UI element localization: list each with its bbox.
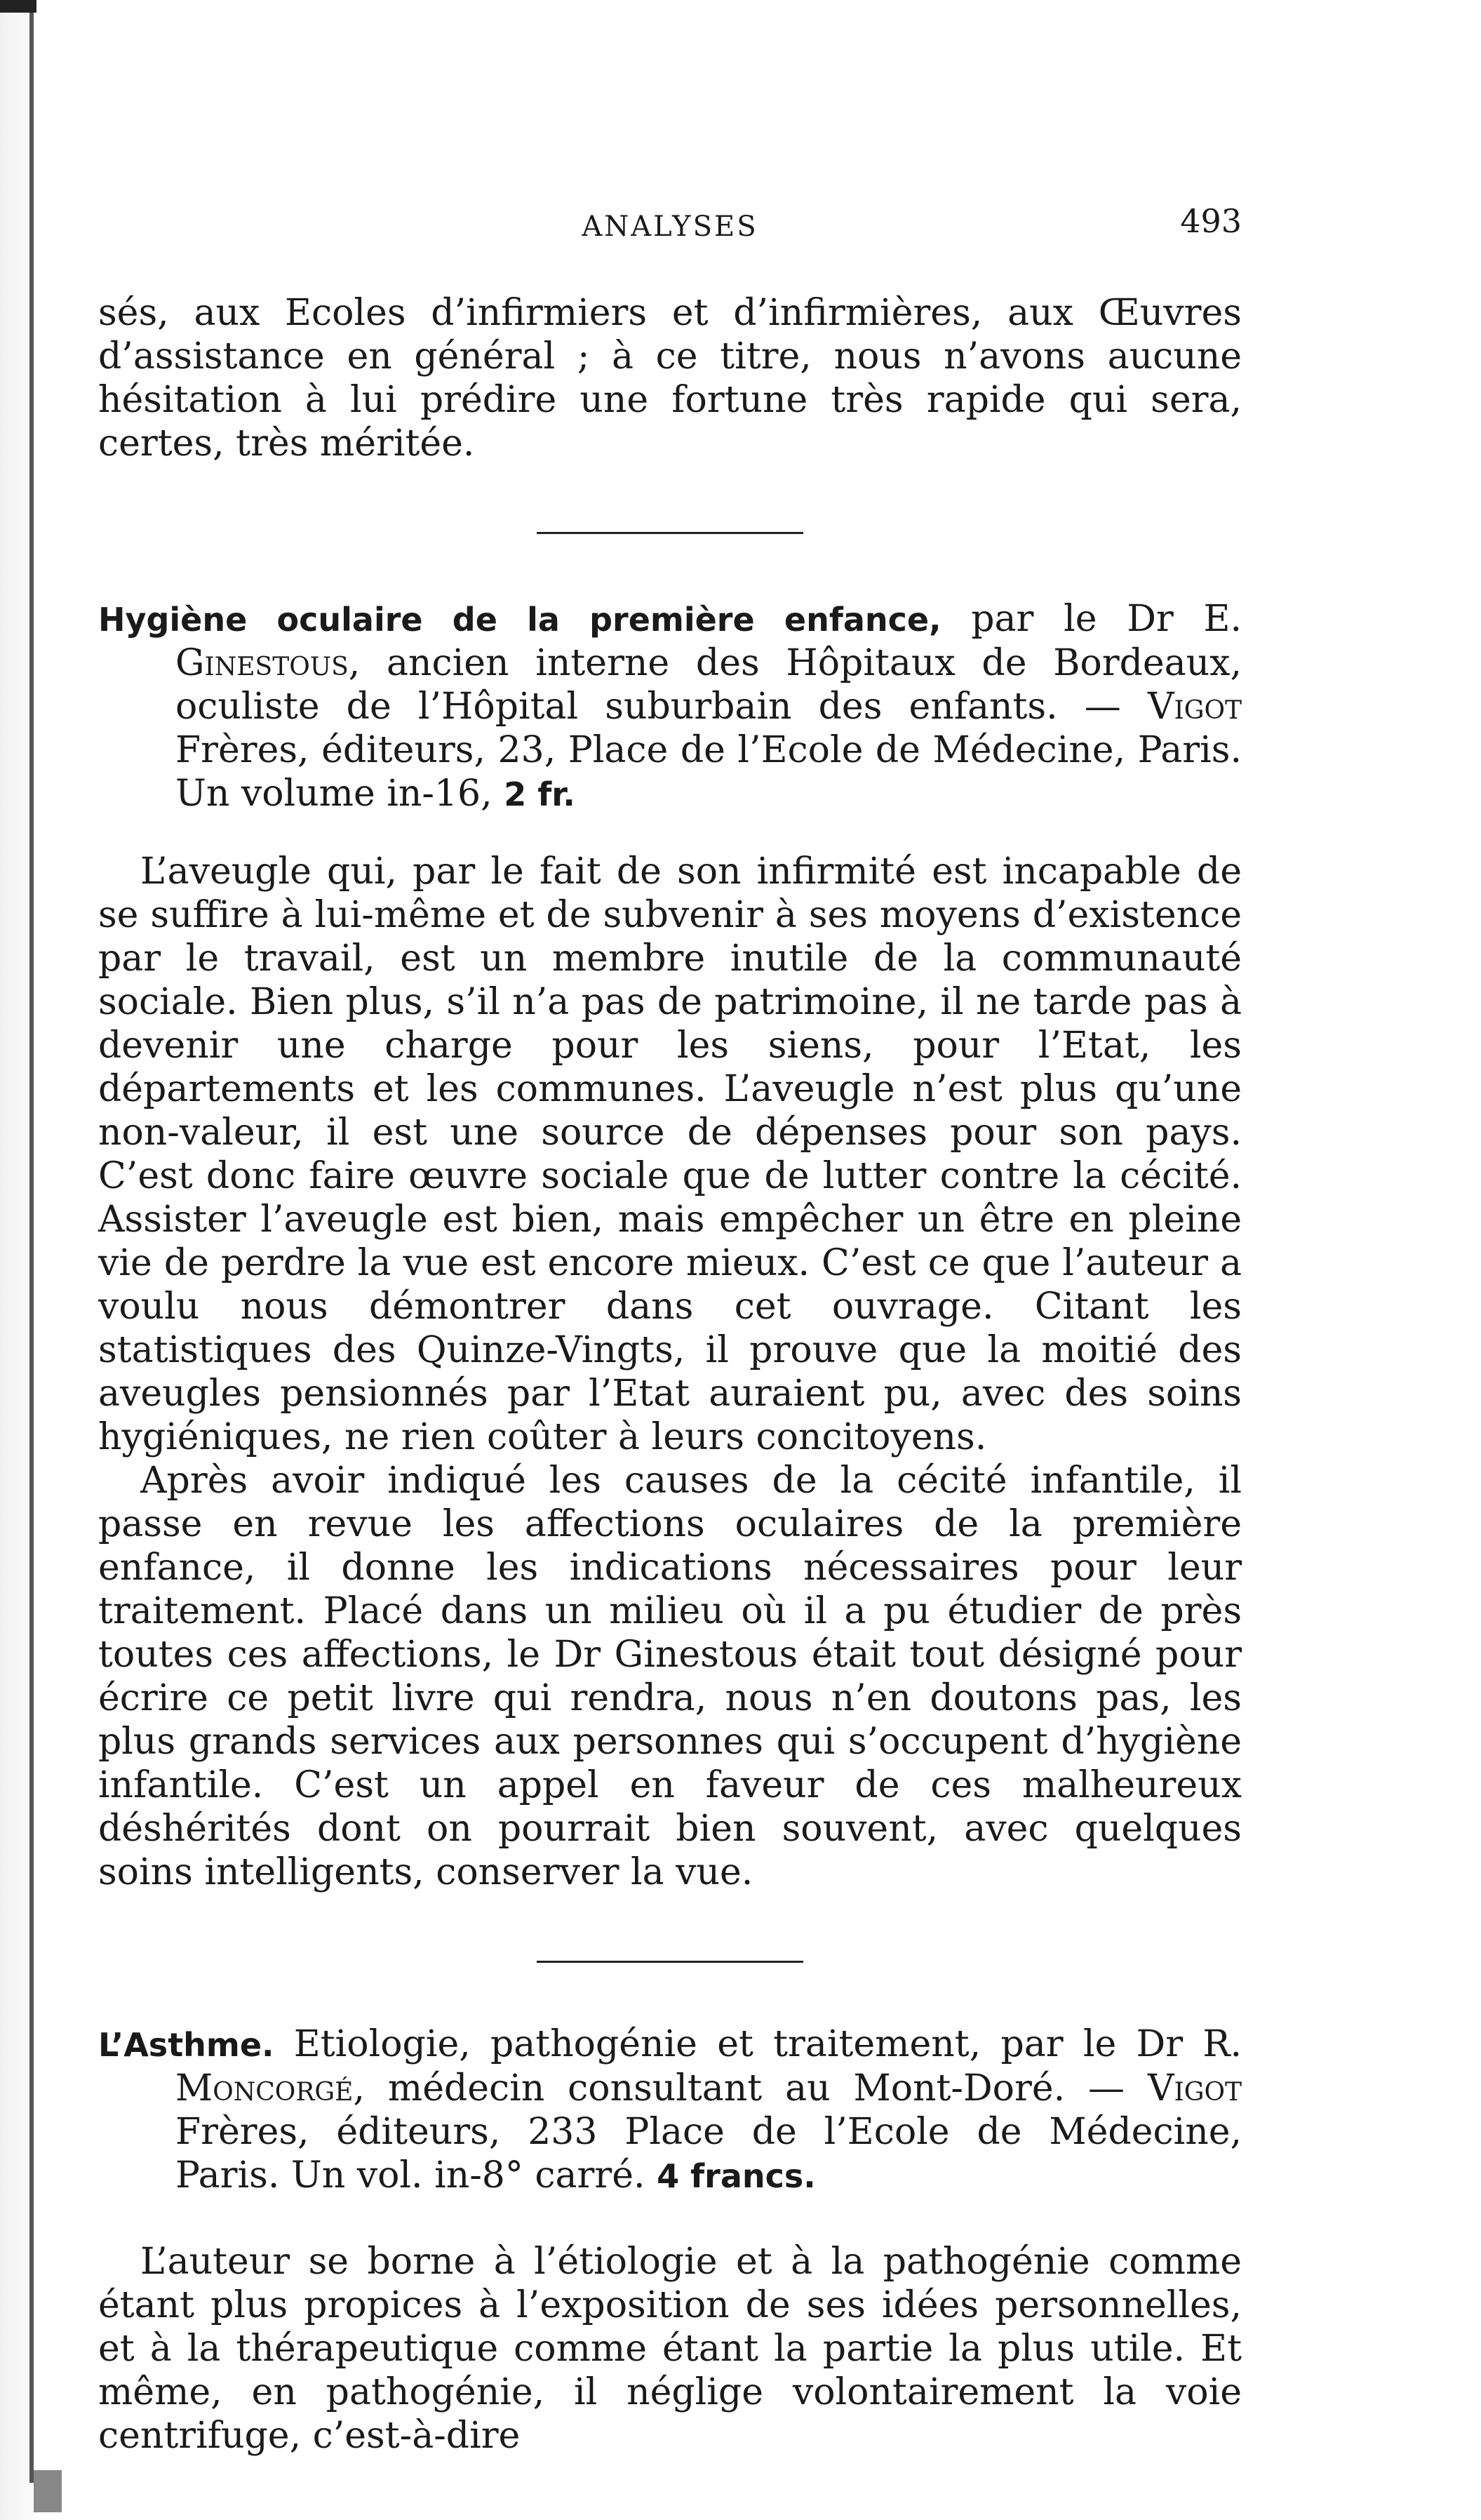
running-title: ANALYSES xyxy=(582,211,758,243)
review2-subtitle: Etiologie, pathogénie et traitement, par le Dr R. xyxy=(293,2023,1242,2065)
review1-publisher: Vigot xyxy=(1147,686,1242,728)
review1-paragraph-2: Après avoir indiqué les causes de la cécité infantile, il passe en revue les affections oculaires de la première enfance, il donne les indications nécessaires pour leur traitement. Placé dans un milieu où il a pu étudier de près toutes ces affections, le Dr Ginestous était tout désigné pour écrire ce petit livre qui rendra, nous n’en doutons pas, les plus grands services aux personnes qui s’occupent d’hygiène infantile. C’est un appel en faveur de ces malheureux déshérités dont on pourrait bien souvent, avec quelques soins intelligents, conserver la vue. xyxy=(98,1460,1242,1893)
review1-author: Ginestous, xyxy=(175,642,361,684)
scan-edge-mark-bottom xyxy=(34,2470,62,2512)
review2-citation xyxy=(98,2022,1242,2198)
section-divider-1 xyxy=(537,532,803,534)
running-head xyxy=(98,196,1242,253)
review1-citation xyxy=(98,597,1242,816)
review1-paragraph-1: L’aveugle qui, par le fait de son infirmité est incapable de se suffire à lui-même et de subvenir à ses moyens d’existence par le travail, est un membre inutile de la communauté sociale. Bien plus, s’il n’a pas de patrimoine, il ne tarde pas à devenir une charge pour les siens, pour l’Etat, les départements et les communes. L’aveugle n’est plus qu’une non-valeur, il est une source de dépenses pour son pays. C’est donc faire œuvre sociale que de lutter contre la cécité. Assister l’aveugle est bien, mais empêcher un être en pleine vie de perdre la vue est encore mieux. C’est ce que l’auteur a voulu nous démontrer dans cet ouvrage. Citant les statistiques des Quinze-Vingts, il prouve que la moitié des aveugles pensionnés par l’Etat auraient pu, avec des soins hygiéniques, ne rien coûter à leurs concitoyens. xyxy=(98,851,1242,1458)
scan-edge-mark-top xyxy=(0,0,36,13)
review1-author-prefix: Dr E. xyxy=(1127,598,1242,640)
section-divider-2 xyxy=(537,1961,803,1963)
continued-paragraph: sés, aux Ecoles d’infirmiers et d’infirmières, aux Œuvres d’assistance en général ; à ce titre, nous n’avons aucune hésitation à lui prédire une fortune très rapide qui sera, certes, très méritée. xyxy=(98,292,1242,465)
scan-edge-mark-left xyxy=(29,13,34,2483)
review2-price: 4 francs. xyxy=(657,2157,816,2195)
review1-publisher-rest: Frères, éditeurs, 23, Place de l’Ecole de Médecine, Paris. Un volume in-16, xyxy=(175,729,1242,815)
review2-author-desc: médecin consultant au Mont-Doré. — xyxy=(387,2067,1125,2109)
review1-title: Hygiène oculaire de la première enfance, xyxy=(98,601,941,639)
page-number: 493 xyxy=(1180,202,1242,240)
review1-by: par le xyxy=(971,598,1097,640)
review2-title: L’Asthme. xyxy=(98,2026,274,2064)
review2-publisher: Vigot xyxy=(1147,2067,1242,2109)
review2-author: Moncorgé, xyxy=(175,2067,365,2109)
review1-price: 2 fr. xyxy=(504,775,575,813)
page-left-edge xyxy=(0,0,42,2520)
review1-author-desc: ancien interne des Hôpitaux de Bordeaux, oculiste de l’Hôpital suburbain des enfants. — xyxy=(175,642,1242,728)
page-content xyxy=(98,196,1242,2458)
review2-paragraph-1: L’auteur se borne à l’étiologie et à la pathogénie comme étant plus propices à l’exposition de ses idées personnelles, et à la thérapeutique comme étant la partie la plus utile. Et même, en pathogénie, il néglige volontairement la voie centrifuge, c’est-à-dire xyxy=(98,2241,1242,2457)
review2-publisher-rest: Frères, éditeurs, 233 Place de l’Ecole de Médecine, Paris. Un vol. in-8° carré. xyxy=(175,2111,1242,2196)
